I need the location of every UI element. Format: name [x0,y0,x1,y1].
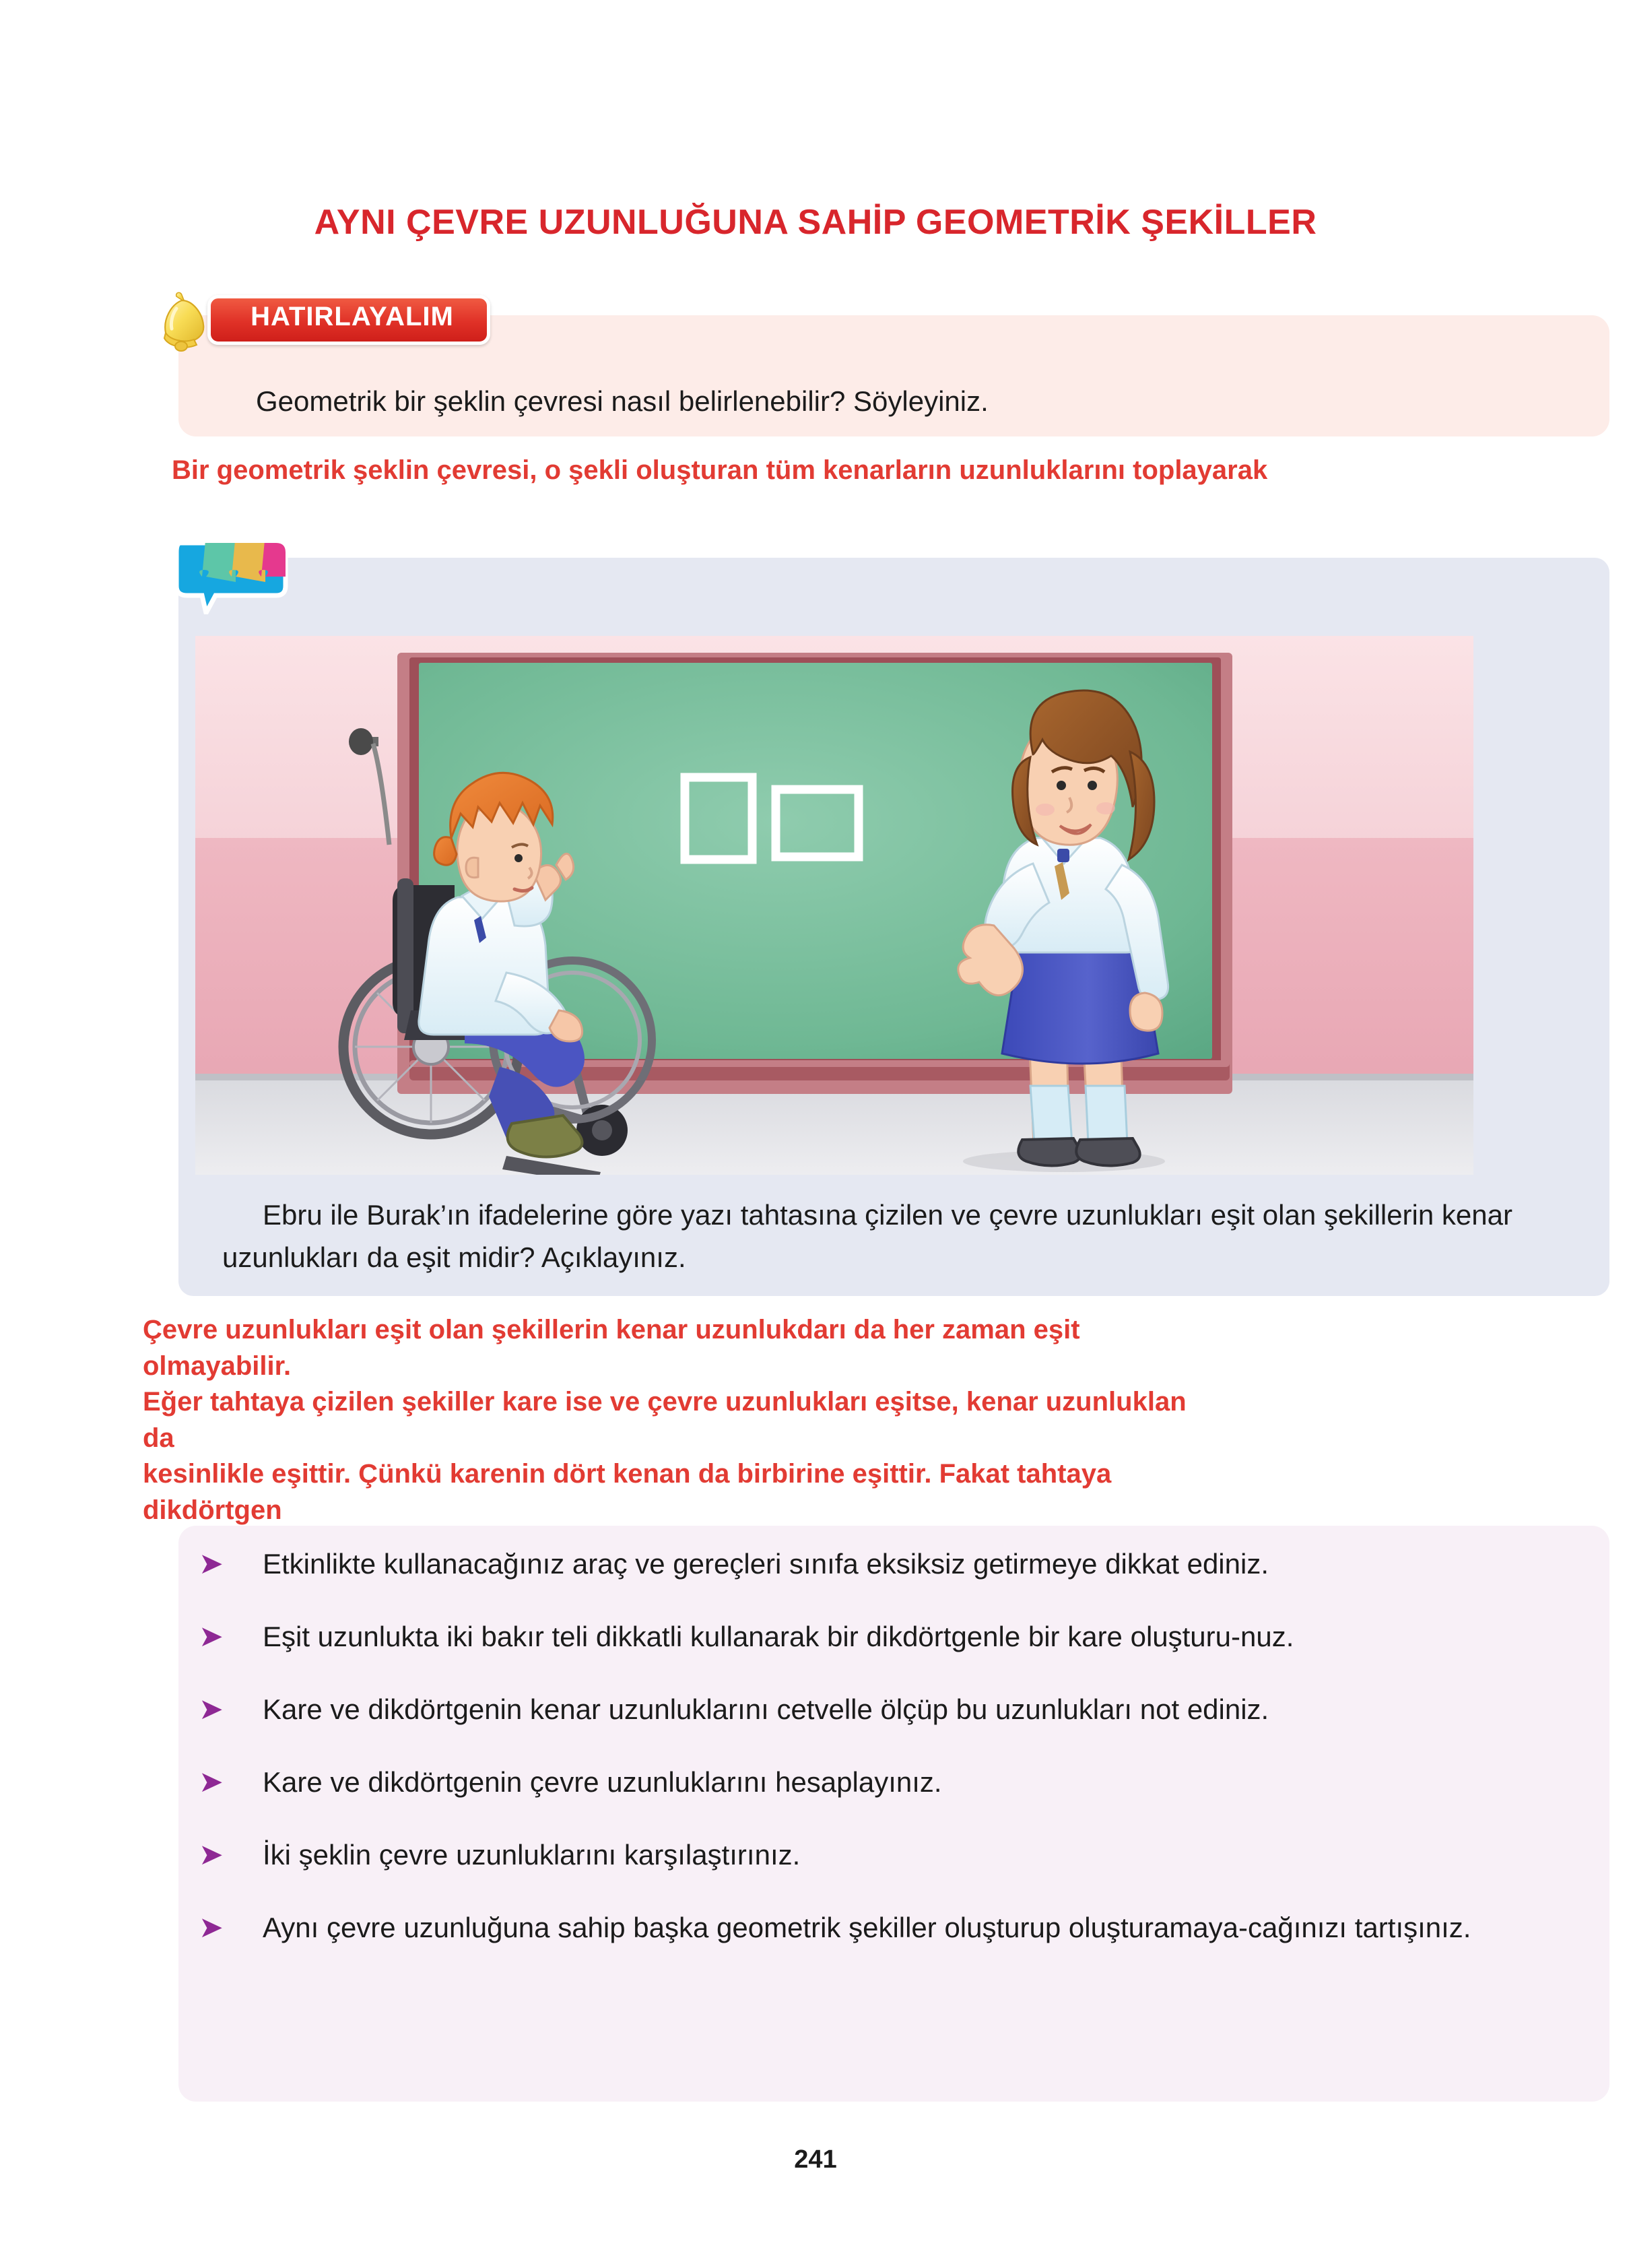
list-item-label: Etkinlikte kullanacağınız araç ve gereçleri sınıfa eksiksiz getirmeye dikkat ediniz. [263,1548,1269,1580]
arrow-bullet-icon: ➤ [199,1765,224,1799]
list-item [192,1832,1586,1878]
arrow-bullet-icon: ➤ [199,1693,224,1726]
arrow-bullet-icon: ➤ [199,1838,224,1872]
classroom-illustration [195,636,1473,1175]
list-item [192,1541,1586,1587]
list-item-label: Aynı çevre uzunluğuna sahip başka geometrik şekiller oluşturup oluşturamaya-cağınızı tartışınız. [263,1912,1471,1944]
recall-answer-text: Bir geometrik şeklin çevresi, o şekli oluşturan tüm kenarların uzunluklarını toplayarak [172,455,1268,485]
arrow-bullet-icon: ➤ [199,1547,224,1580]
activity-steps-list [192,1541,1586,1978]
list-item [192,1759,1586,1805]
arrow-bullet-icon: ➤ [199,1911,224,1945]
answer-line: da [143,1423,174,1453]
answer-line: kesinlikle eşittir. Çünkü karenin dört kenan da birbirine eşittir. Fakat tahtaya [143,1459,1112,1489]
recall-badge-label: HATIRLAYALIM [251,302,454,331]
page-title: AYNI ÇEVRE UZUNLUĞUNA SAHİP GEOMETRİK ŞEKİLLER [314,203,1317,242]
answer-line: Eğer tahtaya çizilen şekiller kare ise ve çevre uzunlukları eşitse, kenar uzunluklan [143,1387,1187,1417]
list-item-label: İki şeklin çevre uzunluklarını karşılaştırınız. [263,1839,801,1871]
illustration-answer-text [143,1312,1584,1529]
list-item-label: Eşit uzunlukta iki bakır teli dikkatli kullanarak bir dikdörtgenle bir kare oluşturu-nuz. [263,1621,1294,1653]
list-item [192,1687,1586,1732]
arrow-bullet-icon: ➤ [199,1620,224,1654]
illustration-caption: Ebru ile Burak’ın ifadelerine göre yazı tahtasına çizilen ve çevre uzunlukları eşit olan şekillerin kenar uzunlukları da eşit midir? Açıklayınız. [222,1199,1512,1273]
list-item [192,1614,1586,1660]
recall-question-text: Geometrik bir şeklin çevresi nasıl belirlenebilir? Söyleyiniz. [256,385,989,417]
list-item-label: Kare ve dikdörtgenin çevre uzunluklarını hesaplayınız. [263,1766,942,1799]
recall-badge [156,288,506,353]
page-number: 241 [794,2145,837,2174]
answer-line: dikdörtgen [143,1495,282,1525]
answer-line: Çevre uzunlukları eşit olan şekillerin kenar uzunlukdarı da her zaman eşit [143,1315,1080,1344]
list-item-label: Kare ve dikdörtgenin kenar uzunluklarını cetvelle ölçüp bu uzunlukları not ediniz. [263,1693,1269,1726]
puzzle-speech-bubble-icon [174,539,292,614]
list-item [192,1905,1586,1951]
answer-line: olmayabilir. [143,1351,292,1381]
